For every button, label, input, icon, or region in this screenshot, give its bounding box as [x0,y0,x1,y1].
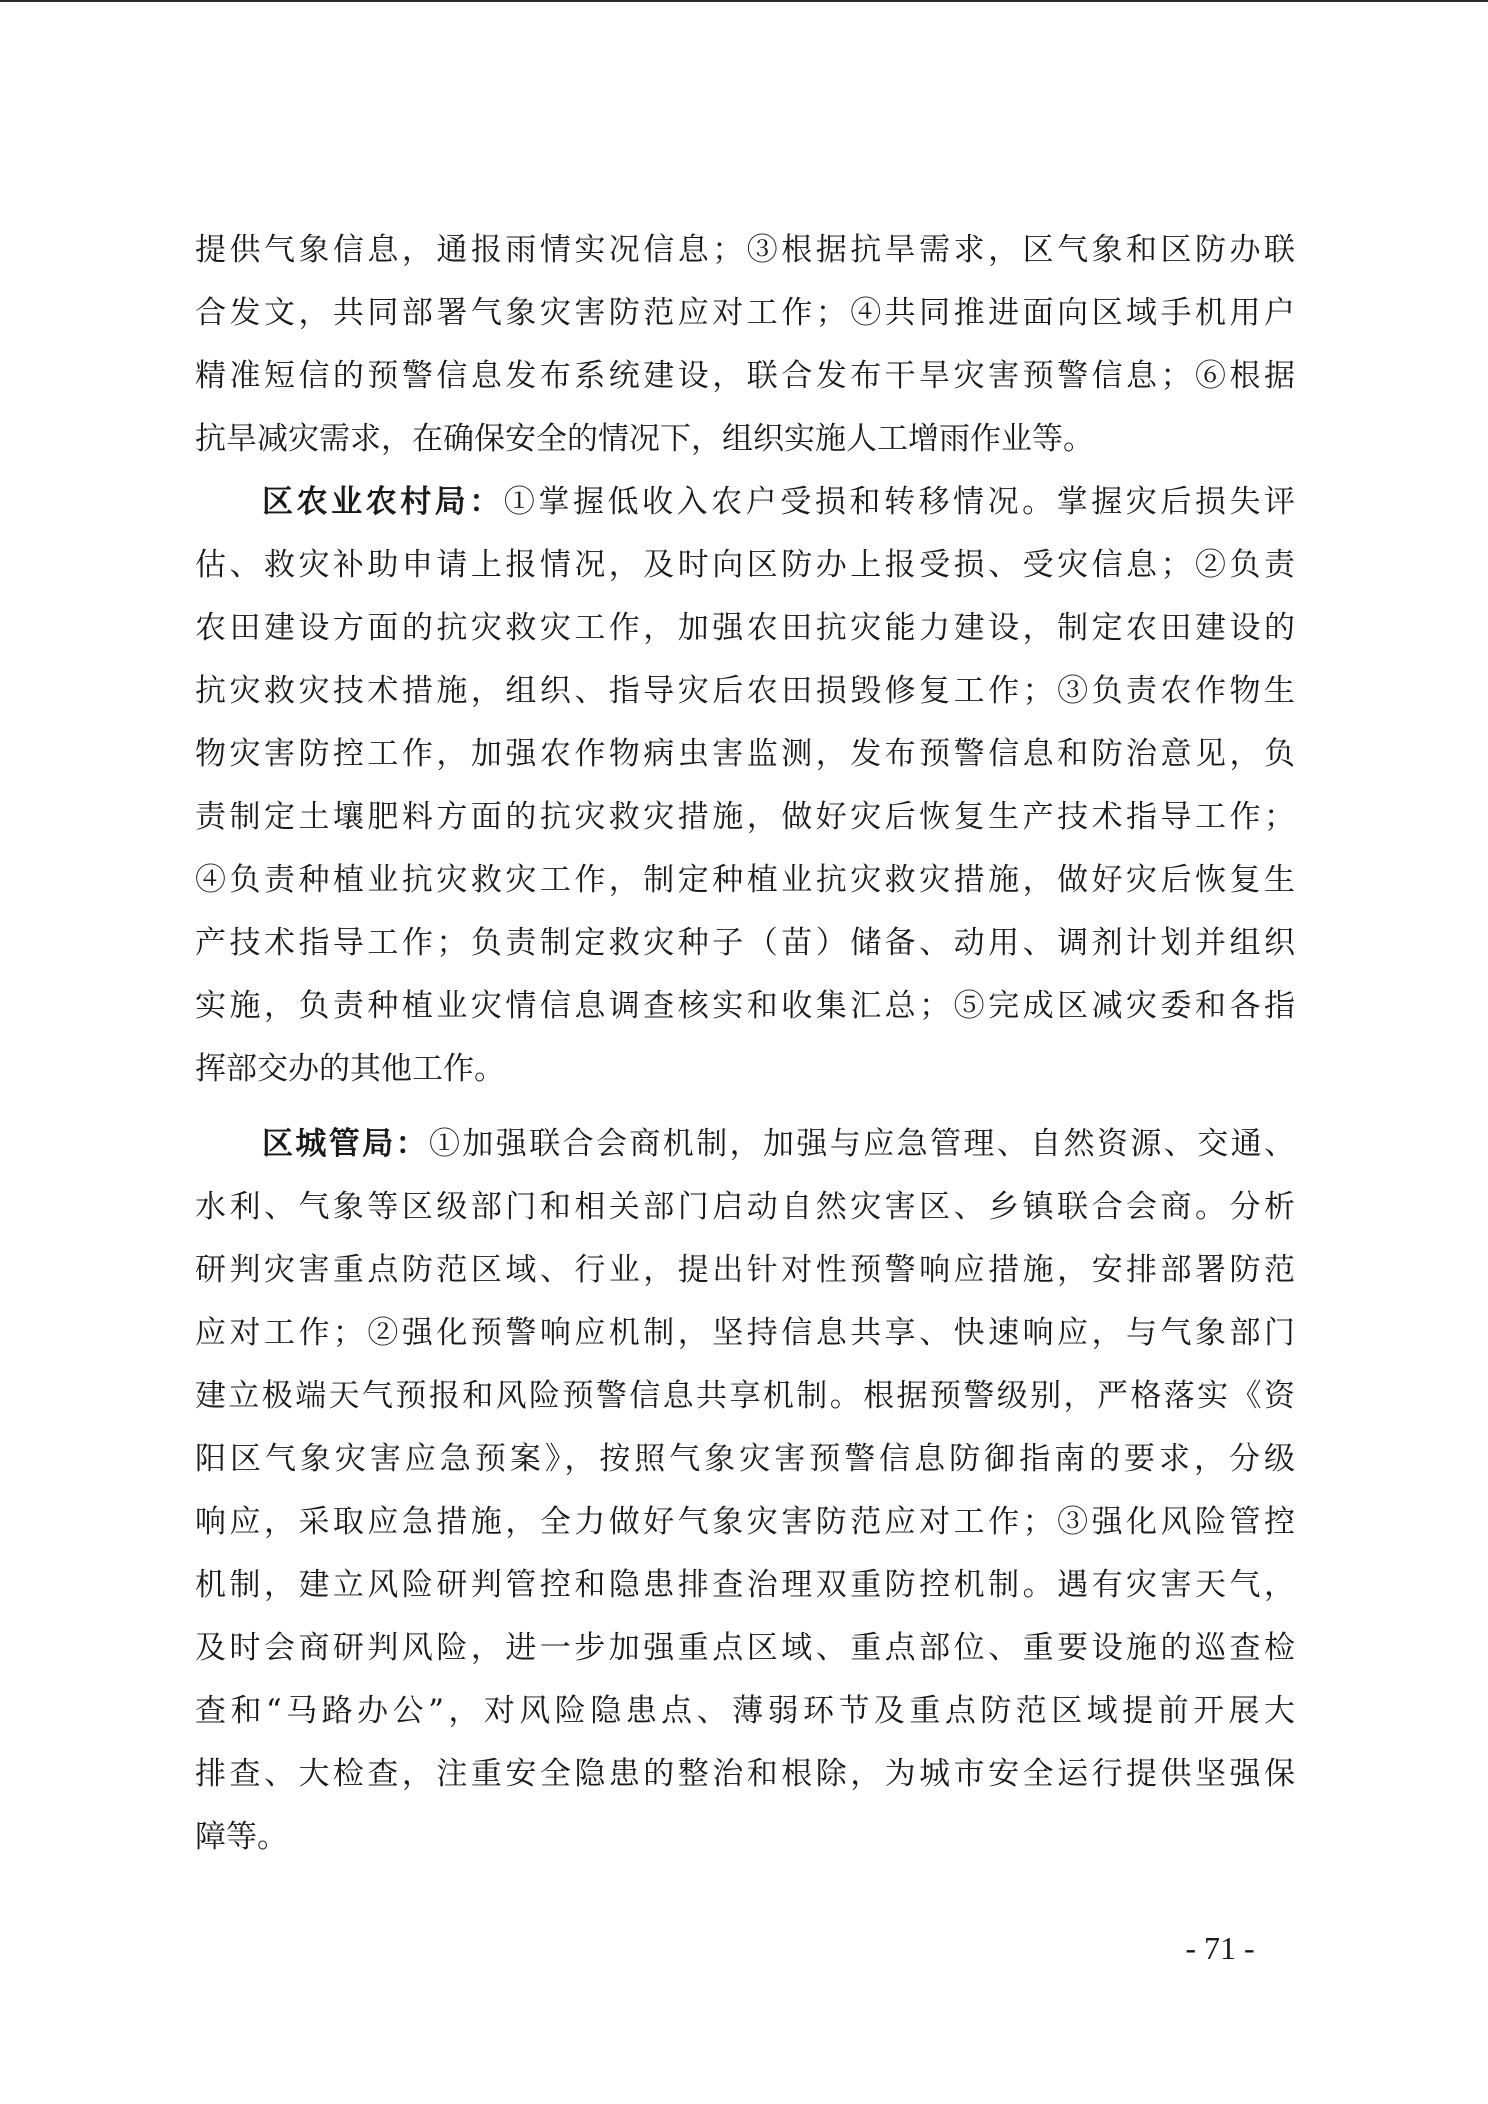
agriculture-bureau-first-line [262,482,1295,522]
body-text-line: 提供气象信息，通报雨情实况信息；③根据抗旱需求，区气象和区防办联 [195,232,1295,268]
body-text-line: 阳区气象灾害应急预案》，按照气象灾害预警信息防御指南的要求，分级 [195,1441,1295,1477]
body-text-line: 责制定土壤肥料方面的抗灾救灾措施，做好灾后恢复生产技术指导工作； [195,799,1295,835]
body-text-line: 实施，负责种植业灾情信息调查核实和收集汇总；⑤完成区减灾委和各指 [195,988,1295,1024]
body-text-line: 研判灾害重点防范区域、行业，提出针对性预警响应措施，安排部署防范 [195,1252,1295,1288]
body-text-line: 精准短信的预警信息发布系统建设，联合发布干旱灾害预警信息；⑥根据 [195,358,1295,394]
body-text-line: 排查、大检查，注重安全隐患的整治和根除，为城市安全运行提供坚强保 [195,1756,1295,1792]
body-text-line: 合发文，共同部署气象灾害防范应对工作；④共同推进面向区域手机用户 [195,295,1295,331]
body-text-line: 农田建设方面的抗灾救灾工作，加强农田抗灾能力建设，制定农田建设的 [195,610,1295,646]
body-text-segment: ①加强联合会商机制，加强与应急管理、自然资源、交通、 [429,1126,1295,1162]
urban-management-bureau-first-line [262,1124,1295,1164]
body-text-line: 建立极端天气预报和风险预警信息共享机制。根据预警级别，严格落实《资 [195,1378,1295,1414]
body-text-line: 产技术指导工作；负责制定救灾种子（苗）储备、动用、调剂计划并组织 [195,925,1295,961]
body-text-line: 应对工作；②强化预警响应机制，坚持信息共享、快速响应，与气象部门 [195,1315,1295,1351]
body-text-segment: ①掌握低收入农户受损和转移情况。掌握灾后损失评 [503,484,1296,520]
body-text-line: 物灾害防控工作，加强农作物病虫害监测，发布预警信息和防治意见，负 [195,736,1295,772]
agriculture-bureau-heading: 区农业农村局： [262,484,504,520]
body-text-line: 查和“马路办公”，对风险隐患点、薄弱环节及重点防范区域提前开展大 [195,1693,1295,1729]
body-text-line: 及时会商研判风险，进一步加强重点区域、重点部位、重要设施的巡查检 [195,1630,1295,1666]
body-text-line: 挥部交办的其他工作。 [195,1051,505,1087]
body-text-line: 估、救灾补助申请上报情况，及时向区防办上报受损、受灾信息；②负责 [195,547,1295,583]
body-text-line: 水利、气象等区级部门和相关部门启动自然灾害区、乡镇联合会商。分析 [195,1189,1295,1225]
body-text-line: ④负责种植业抗灾救灾工作，制定种植业抗灾救灾措施，做好灾后恢复生 [195,862,1295,898]
body-text-line: 机制，建立风险研判管控和隐患排查治理双重防控机制。遇有灾害天气， [195,1567,1295,1603]
body-text-line: 抗灾救灾技术措施，组织、指导灾后农田损毁修复工作；③负责农作物生 [195,673,1295,709]
body-text-line: 抗旱减灾需求，在确保安全的情况下，组织实施人工增雨作业等。 [195,421,1094,457]
body-text-line: 响应，采取应急措施，全力做好气象灾害防范应对工作；③强化风险管控 [195,1504,1295,1540]
page-number: - 71 - [1185,1930,1255,1966]
body-text-line: 障等。 [195,1819,288,1855]
urban-management-bureau-heading: 区城管局： [262,1126,429,1162]
